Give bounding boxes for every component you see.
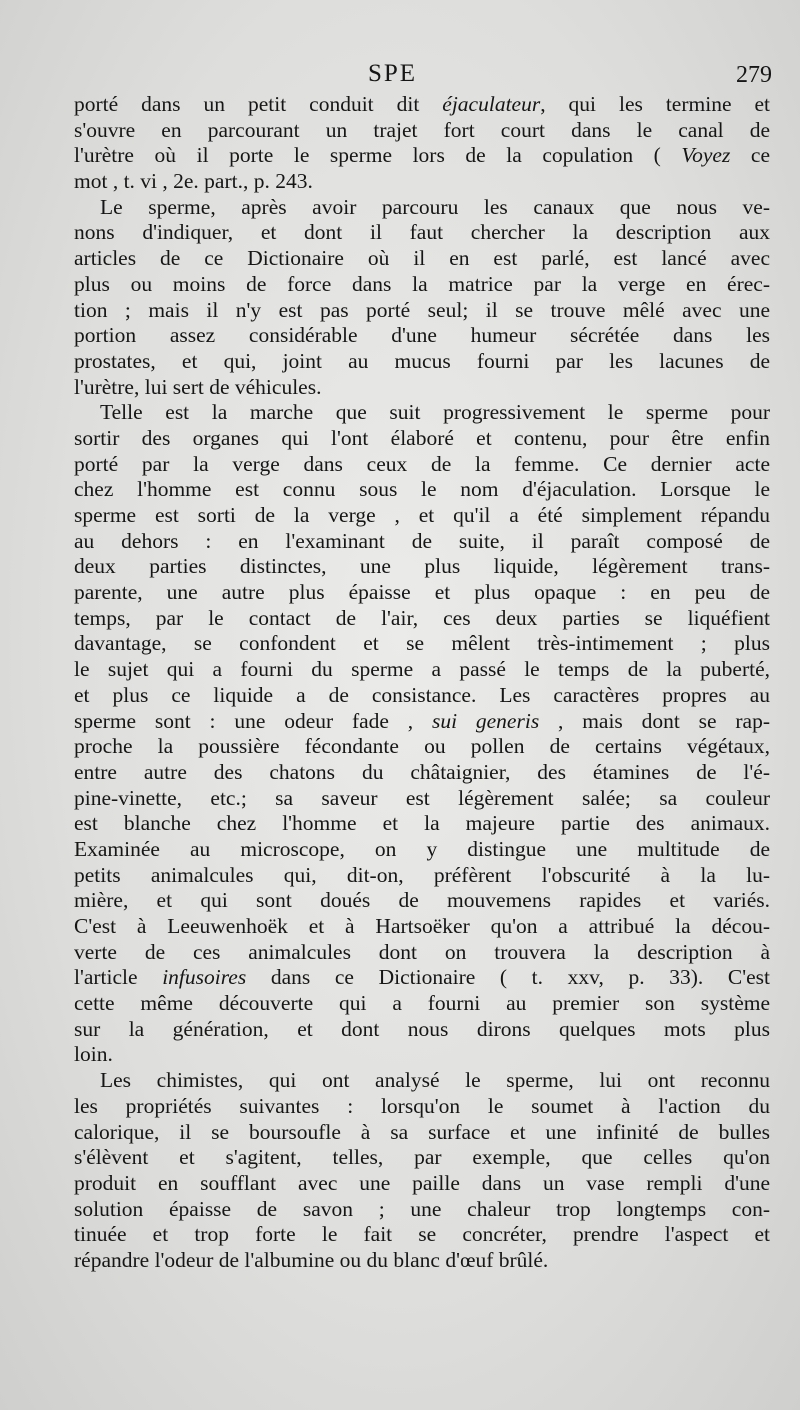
text-line [74,811,770,837]
line-text: sur la génération, et dont nous dirons quelques mots plus [74,1016,770,1041]
running-head: SPE [368,60,418,87]
line-text: porté par la verge dans ceux de la femme. Ce dernier acte [74,451,770,476]
text-line [74,991,770,1017]
line-text: dans ce Dictionaire ( t. xxv, p. 33). C'est [246,965,770,990]
line-text: loin. [74,1042,113,1067]
line-text: davantage, se confondent et se mêlent très-intimement ; plus [74,631,770,656]
text-line [74,400,770,426]
italic-text: Voyez [681,143,731,168]
line-text: tion ; mais il n'y est pas porté seul; il se trouve mêlé avec une [74,297,770,322]
text-line [74,1068,770,1094]
text-line [74,1145,770,1171]
line-text: , qui les termine et [540,92,770,116]
line-text: sperme sont : une odeur fade , [74,708,432,733]
line-text: cette même découverte qui a fourni au premier son système [74,991,770,1016]
line-text: Les chimistes, qui ont analysé le sperme, lui ont reconnu [100,1068,770,1093]
text-line [74,118,770,144]
line-text: plus ou moins de force dans la matrice par la verge en érec- [74,271,770,296]
text-line [74,1222,770,1248]
text-line [74,349,770,375]
text-line [74,837,770,863]
paragraph [74,195,770,401]
text-line [74,220,770,246]
text-line [74,606,770,632]
line-text: petits animalcules qui, dit-on, préfèrent l'obscurité à la lu- [74,862,770,887]
text-line [74,246,770,272]
line-text: l'urètre, lui sert de véhicules. [74,374,322,399]
line-text: articles de ce Dictionaire où il en est parlé, est lancé avec [74,246,770,271]
paragraph [74,400,770,1068]
text-line [74,760,770,786]
text-line [74,1017,770,1043]
line-text: est blanche chez l'homme et la majeure partie des animaux. [74,811,770,836]
line-text: porté dans un petit conduit dit [74,92,443,116]
line-text: au dehors : en l'examinant de suite, il paraît composé de [74,528,770,553]
text-line [74,1171,770,1197]
line-text: proche la poussière fécondante ou pollen de certains végétaux, [74,734,770,759]
line-text: portion assez considérable d'une humeur sécrétée dans les [74,323,770,348]
line-text: pine-vinette, etc.; sa saveur est légèrement salée; sa couleur [74,785,770,810]
paragraph [74,92,770,195]
line-text: entre autre des chatons du châtaignier, des étamines de l'é- [74,759,770,784]
text-line [74,298,770,324]
text-line [74,631,770,657]
line-text: tinuée et trop forte le fait se concréter, prendre l'aspect et [74,1222,770,1247]
text-line [74,92,770,118]
line-text: s'élèvent et s'agitent, telles, par exemple, que celles qu'on [74,1145,770,1170]
text-line [74,1042,770,1068]
text-line [74,863,770,889]
line-text: répandre l'odeur de l'albumine ou du blanc d'œuf brûlé. [74,1247,549,1272]
line-text: temps, par le contact de l'air, ces deux parties se liquéfient [74,605,770,630]
line-text: et plus ce liquide a de consistance. Les caractères propres au [74,682,770,707]
text-line [74,169,770,195]
page-number: 279 [736,62,772,88]
italic-text: éjaculateur [442,92,541,116]
text-line [74,503,770,529]
text-line [74,375,770,401]
text-line [74,452,770,478]
line-text: prostates, et qui, joint au mucus fourni par les lacunes de [74,348,770,373]
line-text: le sujet qui a fourni du sperme a passé le temps de la puberté, [74,657,770,682]
text-line [74,1248,770,1274]
line-text: deux parties distinctes, une plus liquide, légèrement trans- [74,554,770,579]
line-text: Le sperme, après avoir parcouru les canaux que nous ve- [100,194,770,219]
line-text: sortir des organes qui l'ont élaboré et contenu, pour être enfin [74,425,770,450]
line-text: parente, une autre plus épaisse et plus opaque : en peu de [74,580,770,605]
line-text: calorique, il se boursoufle à sa surface et une infinité de bulles [74,1119,770,1144]
text-line [74,1094,770,1120]
text-line [74,477,770,503]
italic-text: sui generis [431,708,540,733]
line-text: , mais dont se rap- [539,708,770,733]
line-text: nons d'indiquer, et dont il faut chercher la description aux [74,220,770,245]
text-line [74,940,770,966]
line-text: l'article [74,965,163,990]
text-line [74,1197,770,1223]
page-header [0,58,800,94]
paragraph [74,1068,770,1274]
line-text: mot , t. vi , 2e. part., p. 243. [74,169,313,194]
line-text: sperme est sorti de la verge , et qu'il a été simplement répandu [74,503,770,527]
line-text: chez l'homme est connu sous le nom d'éjaculation. Lorsque le [74,477,770,502]
line-text: Examinée au microscope, on y distingue une multitude de [74,836,770,861]
text-line [74,1120,770,1146]
text-line [74,426,770,452]
text-line [74,709,770,735]
text-line [74,529,770,555]
text-line [74,323,770,349]
italic-text: infusoires [162,965,247,990]
text-line [74,965,770,991]
line-text: l'urètre où il porte le sperme lors de la copulation ( [74,143,682,168]
line-text: C'est à Leeuwenhoëk et à Hartsoëker qu'on a attribué la décou- [74,914,770,938]
line-text: ce [730,143,770,168]
text-line [74,580,770,606]
line-text: s'ouvre en parcourant un trajet fort court dans le canal de [74,117,770,142]
line-text: solution épaisse de savon ; une chaleur trop longtemps con- [74,1196,770,1221]
text-line [74,657,770,683]
line-text: Telle est la marche que suit progressivement le sperme pour [100,400,770,425]
text-line [74,734,770,760]
line-text: les propriétés suivantes : lorsqu'on le soumet à l'action du [74,1093,770,1118]
text-line [74,888,770,914]
text-line [74,143,770,169]
line-text: mière, et qui sont doués de mouvemens rapides et variés. [74,888,770,913]
text-line [74,683,770,709]
line-text: produit en soufflant avec une paille dans un vase rempli d'une [74,1170,770,1195]
body-text [74,92,770,1274]
text-line [74,786,770,812]
text-line [74,195,770,221]
text-line [74,272,770,298]
text-line [74,914,770,940]
line-text: verte de ces animalcules dont on trouvera la description à [74,939,770,964]
text-line [74,554,770,580]
